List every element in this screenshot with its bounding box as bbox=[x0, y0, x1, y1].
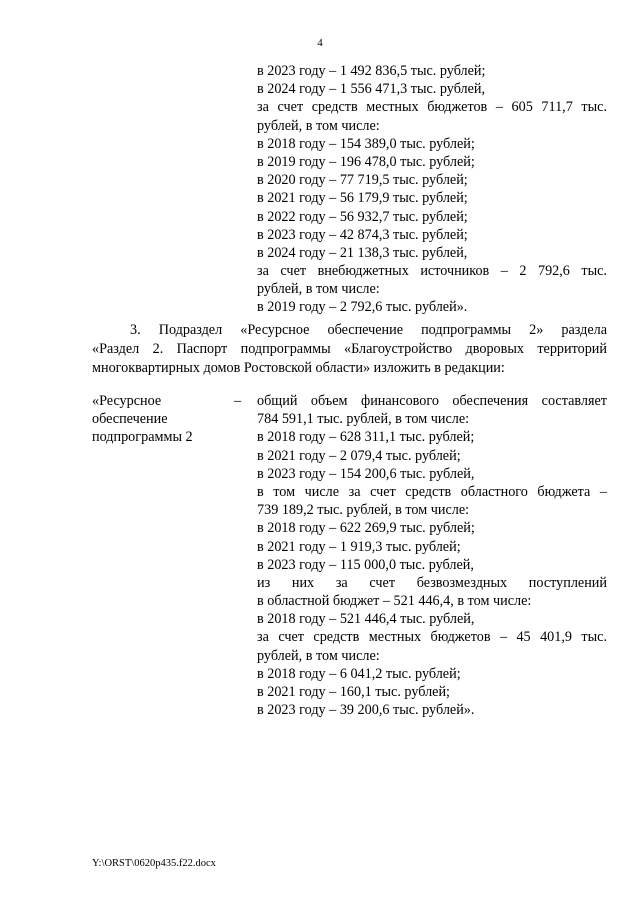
text-line: в 2018 году – 6 041,2 тыс. рублей; bbox=[257, 665, 461, 682]
text-line: в 2023 году – 39 200,6 тыс. рублей». bbox=[257, 702, 475, 719]
paragraph-line: многоквартирных домов Ростовской области» изложить в редакции: bbox=[92, 360, 505, 376]
text-line: рублей, в том числе: bbox=[257, 117, 380, 134]
text-line: за счет внебюджетных источников – 2 792,6 тыс. bbox=[257, 263, 607, 280]
text-line: в 2018 году – 628 311,1 тыс. рублей; bbox=[257, 429, 475, 446]
text-line: в 2024 году – 21 138,3 тыс. рублей, bbox=[257, 244, 468, 261]
text-line: общий объем финансового обеспечения составляет bbox=[257, 393, 607, 409]
text-line: в 2019 году – 196 478,0 тыс. рублей; bbox=[257, 153, 475, 170]
text-line: в областной бюджет – 521 446,4, в том числе: bbox=[257, 593, 532, 610]
text-line: в 2021 году – 160,1 тыс. рублей; bbox=[257, 684, 450, 700]
text-line: в 2021 году – 2 079,4 тыс. рублей; bbox=[257, 447, 461, 464]
text-line: 784 591,1 тыс. рублей, в том числе: bbox=[257, 411, 470, 428]
text-line: за счет средств местных бюджетов – 605 711,7 тыс. bbox=[257, 99, 607, 116]
text-line: в том числе за счет средств областного бюджета – bbox=[257, 483, 607, 500]
top-funding-block bbox=[257, 62, 607, 317]
text-line: рублей, в том числе: bbox=[257, 281, 380, 298]
text-line: в 2018 году – 622 269,9 тыс. рублей; bbox=[257, 520, 475, 537]
amendment-paragraph bbox=[92, 321, 607, 378]
text-line: 739 189,2 тыс. рублей, в том числе: bbox=[257, 502, 470, 519]
label-line: подпрограммы 2 bbox=[92, 429, 193, 446]
text-line: рублей, в том числе: bbox=[257, 647, 380, 664]
text-line: в 2018 году – 521 446,4 тыс. рублей, bbox=[257, 611, 475, 628]
text-line: в 2023 году – 42 874,3 тыс. рублей; bbox=[257, 226, 468, 243]
label-line: обеспечение bbox=[92, 411, 168, 428]
file-path-footer: Y:\ORST\0620p435.f22.docx bbox=[92, 858, 216, 869]
resource-funding-block bbox=[257, 392, 607, 719]
text-line: в 2024 году – 1 556 471,3 тыс. рублей, bbox=[257, 81, 486, 98]
label-dash: – bbox=[234, 393, 242, 409]
text-line: в 2023 году – 1 492 836,5 тыс. рублей; bbox=[257, 63, 486, 79]
text-line: в 2021 году – 56 179,9 тыс. рублей; bbox=[257, 190, 468, 207]
text-line: из них за счет безвозмездных поступлений bbox=[257, 574, 607, 591]
text-line: в 2022 году – 56 932,7 тыс. рублей; bbox=[257, 208, 468, 225]
page-number: 4 bbox=[317, 37, 323, 49]
text-line: в 2018 году – 154 389,0 тыс. рублей; bbox=[257, 135, 475, 152]
text-line: в 2021 году – 1 919,3 тыс. рублей; bbox=[257, 538, 461, 555]
resource-label bbox=[92, 392, 242, 447]
text-line: за счет средств местных бюджетов – 45 401,9 тыс. bbox=[257, 629, 607, 646]
label-line: «Ресурсное bbox=[92, 393, 162, 409]
paragraph-line: 3. Подраздел «Ресурсное обеспечение подпрограммы 2» раздела bbox=[130, 322, 607, 338]
text-line: в 2023 году – 154 200,6 тыс. рублей, bbox=[257, 465, 475, 482]
text-line: в 2020 году – 77 719,5 тыс. рублей; bbox=[257, 172, 468, 189]
paragraph-line: «Раздел 2. Паспорт подпрограммы «Благоустройство дворовых территорий bbox=[92, 341, 607, 357]
text-line: в 2023 году – 115 000,0 тыс. рублей, bbox=[257, 556, 474, 573]
text-line: в 2019 году – 2 792,6 тыс. рублей». bbox=[257, 299, 468, 316]
